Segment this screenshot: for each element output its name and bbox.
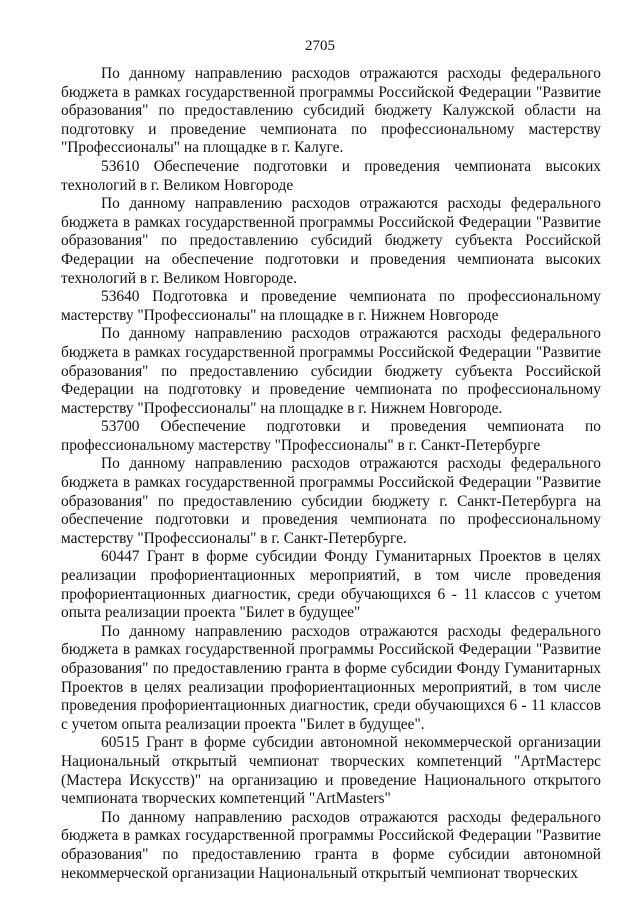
paragraph: По данному направлению расходов отражаются расходы федерального бюджета в рамках государственной программы Российской Федерации "Развитие образования" по предоставлению субсидий бюджету субъекта Российской Федерации на обеспечение подготовки и проведения чемпионата высоких технологий в г. Великом Новгороде.	[61, 195, 601, 287]
paragraph: По данному направлению расходов отражаются расходы федерального бюджета в рамках государственной программы Российской Федерации "Развитие образования" по предоставлению субсидии бюджету г. Санкт-Петербурга на обеспечение подготовки и проведения чемпионата по профессиональному мастерству "Профессионалы" в г. Санкт-Петербурге.	[61, 455, 601, 547]
paragraph: По данному направлению расходов отражаются расходы федерального бюджета в рамках государственной программы Российской Федерации "Развитие образования" по предоставлению гранта в форме субсидии автономной некоммерческой организации Национальный открытый чемпионат творческих	[61, 808, 601, 882]
paragraph: По данному направлению расходов отражаются расходы федерального бюджета в рамках государственной программы Российской Федерации "Развитие образования" по предоставлению субсидий бюджету Калужской области на подготовку и проведение чемпионата по профессиональному мастерству "Профессионалы" на площадке в г. Калуге.	[61, 65, 601, 157]
section-heading: 53610 Обеспечение подготовки и проведения чемпионата высоких технологий в г. Великом Новгороде	[61, 157, 601, 194]
page-number: 2705	[305, 38, 335, 54]
section-heading: 60515 Грант в форме субсидии автономной некоммерческой организации Национальный открытый чемпионат творческих компетенций "АртМастерс (Мастера Искусств)" на организацию и проведение Национального открытого чемпионата творческих компетенций "ArtMasters"	[61, 734, 601, 808]
paragraph: По данному направлению расходов отражаются расходы федерального бюджета в рамках государственной программы Российской Федерации "Развитие образования" по предоставлению гранта в форме субсидии Фонду Гуманитарных Проектов в целях реализации профориентационных мероприятий, в том числе проведения профориентационных диагностик, среди обучающихся 6 - 11 классов с учетом опыта реализации проекта "Билет в будущее".	[61, 622, 601, 733]
section-heading: 60447 Грант в форме субсидии Фонду Гуманитарных Проектов в целях реализации профориентационных мероприятий, в том числе проведения профориентационных диагностик, среди обучающихся 6 - 11 классов с учетом опыта реализации проекта "Билет в будущее"	[61, 548, 601, 622]
paragraph: По данному направлению расходов отражаются расходы федерального бюджета в рамках государственной программы Российской Федерации "Развитие образования" по предоставлению субсидии бюджету субъекта Российской Федерации на подготовку и проведение чемпионата по профессиональному мастерству "Профессионалы" на площадке в г. Нижнем Новгороде.	[61, 325, 601, 417]
section-heading: 53700 Обеспечение подготовки и проведения чемпионата по профессиональному мастерству "Профессионалы" в г. Санкт-Петербурге	[61, 418, 601, 454]
section-heading: 53640 Подготовка и проведение чемпионата по профессиональному мастерству "Профессионалы" на площадке в г. Нижнем Новгороде	[61, 288, 601, 324]
document-body	[61, 65, 601, 883]
